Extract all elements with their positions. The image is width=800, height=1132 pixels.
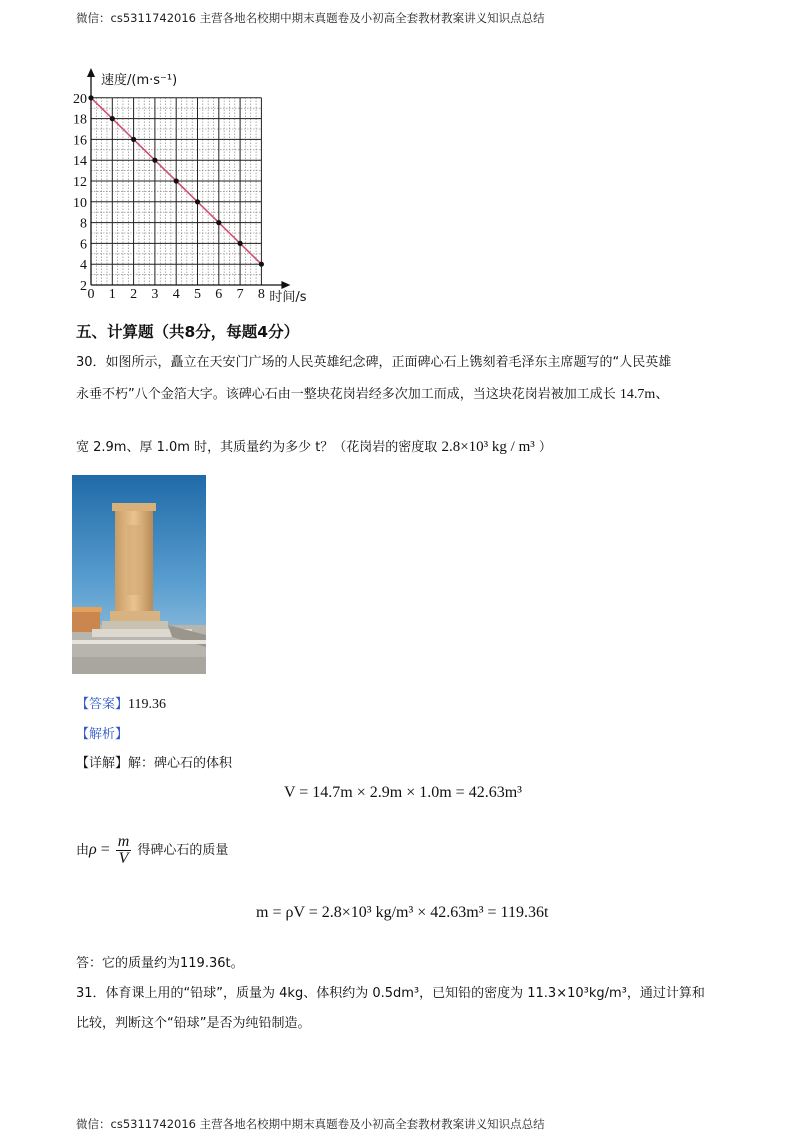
mass-formula: m = ρV = 2.8×10³ kg/m³ × 42.63m³ = 119.36t: [256, 904, 549, 921]
question-30-line-3-end: ）: [538, 440, 552, 455]
data-point: [195, 199, 200, 204]
x-tick-label: 7: [236, 287, 244, 302]
x-tick-label: 8: [257, 287, 265, 302]
y-tick-label: 12: [73, 175, 87, 190]
by-prefix: 由: [76, 843, 90, 858]
x-axis-arrow: [281, 281, 290, 289]
monument-photo: [72, 475, 206, 674]
y-axis-label: 速度/(m·s⁻¹): [101, 73, 178, 88]
detail-line: [76, 753, 726, 775]
x-axis-label: 时间/s: [269, 290, 307, 305]
answer-line: [76, 694, 726, 716]
question-30-line-2: [76, 384, 726, 406]
y-tick-label: 16: [73, 133, 87, 149]
question-30-line-1: 30．如图所示，矗立在天安门广场的人民英雄纪念碑，正面碑心石上镌刻着毛泽东主席题写的“人民英雄: [76, 355, 672, 370]
x-tick-label: 4: [172, 287, 180, 302]
x-tick-label: 5: [194, 287, 201, 302]
detail-text: 解：碑心石的体积: [128, 756, 233, 771]
answer-tag: 【答案】: [76, 697, 129, 712]
data-point: [259, 262, 264, 267]
data-point: [238, 241, 243, 246]
fraction-denominator: V: [118, 850, 129, 867]
velocity-time-graph: [70, 68, 320, 308]
answer-value: 119.36: [128, 697, 166, 712]
analysis-line: [76, 724, 726, 746]
by-suffix: 得碑心石的质量: [133, 843, 229, 858]
analysis-tag: 【解析】: [76, 727, 129, 742]
conclusion: 答：它的质量约为119.36t。: [76, 956, 244, 971]
y-tick-label: 4: [80, 258, 87, 274]
rho-symbol: ρ: [89, 841, 97, 858]
x-tick-label: 3: [151, 287, 159, 302]
question-31-line-1: 31．体育课上用的“铅球”，质量为 4kg、体积约为 0.5dm³，已知铅的密度为 11.3×10³kg/m³，通过计算和: [76, 986, 705, 1001]
page-header: 微信：cs5311742016 主营各地名校期中期末真题卷及小初高全套教材教案讲义知识点总结: [76, 11, 545, 25]
density-fraction: [116, 834, 132, 867]
page-footer: 微信：cs5311742016 主营各地名校期中期末真题卷及小初高全套教材教案讲义知识点总结: [76, 1117, 545, 1131]
question-30-length: 14.7m、: [619, 387, 670, 402]
data-point: [152, 158, 157, 163]
y-tick-label: 10: [73, 195, 87, 211]
data-point: [88, 95, 93, 100]
data-point: [131, 137, 136, 142]
density-relation-line: 由ρ = $\frac{m}{V}$ 得碑心石的质量: [76, 833, 229, 867]
question-31-line-2: 比较，判断这个“铅球”是否为纯铅制造。: [76, 1016, 311, 1031]
question-30-line-2-text: 永垂不朽”八个金箔大字。该碑心石由一整块花岗岩经多次加工而成，当这块花岗岩被加工成长: [76, 387, 616, 402]
y-tick-label: 6: [80, 237, 87, 253]
y-tick-label: 2: [80, 279, 87, 294]
section-title: 五、计算题（共8分，每题4分）: [76, 323, 300, 341]
y-tick-label: 20: [73, 91, 87, 107]
y-axis-arrow: [87, 68, 95, 77]
data-point: [110, 116, 115, 121]
x-tick-label: 0: [87, 287, 95, 302]
question-30-line-3-text: 宽 2.9m、厚 1.0m 时，其质量约为多少 t？（花岗岩的密度取: [76, 440, 438, 455]
x-tick-label: 6: [215, 287, 223, 302]
y-tick-label: 8: [80, 216, 87, 232]
volume-formula: V = 14.7m × 2.9m × 1.0m = 42.63m³: [284, 784, 522, 801]
detail-tag: 【详解】: [76, 756, 129, 771]
y-tick-label: 18: [73, 112, 87, 128]
question-30-line-3: [76, 436, 726, 459]
fraction-numerator: m: [117, 833, 130, 850]
y-tick-label: 14: [73, 154, 87, 170]
x-tick-label: 2: [130, 287, 138, 302]
data-point: [216, 220, 221, 225]
x-tick-label: 1: [108, 287, 116, 302]
data-point: [174, 178, 179, 183]
granite-density: 2.8×10³ kg / m³: [441, 439, 535, 455]
